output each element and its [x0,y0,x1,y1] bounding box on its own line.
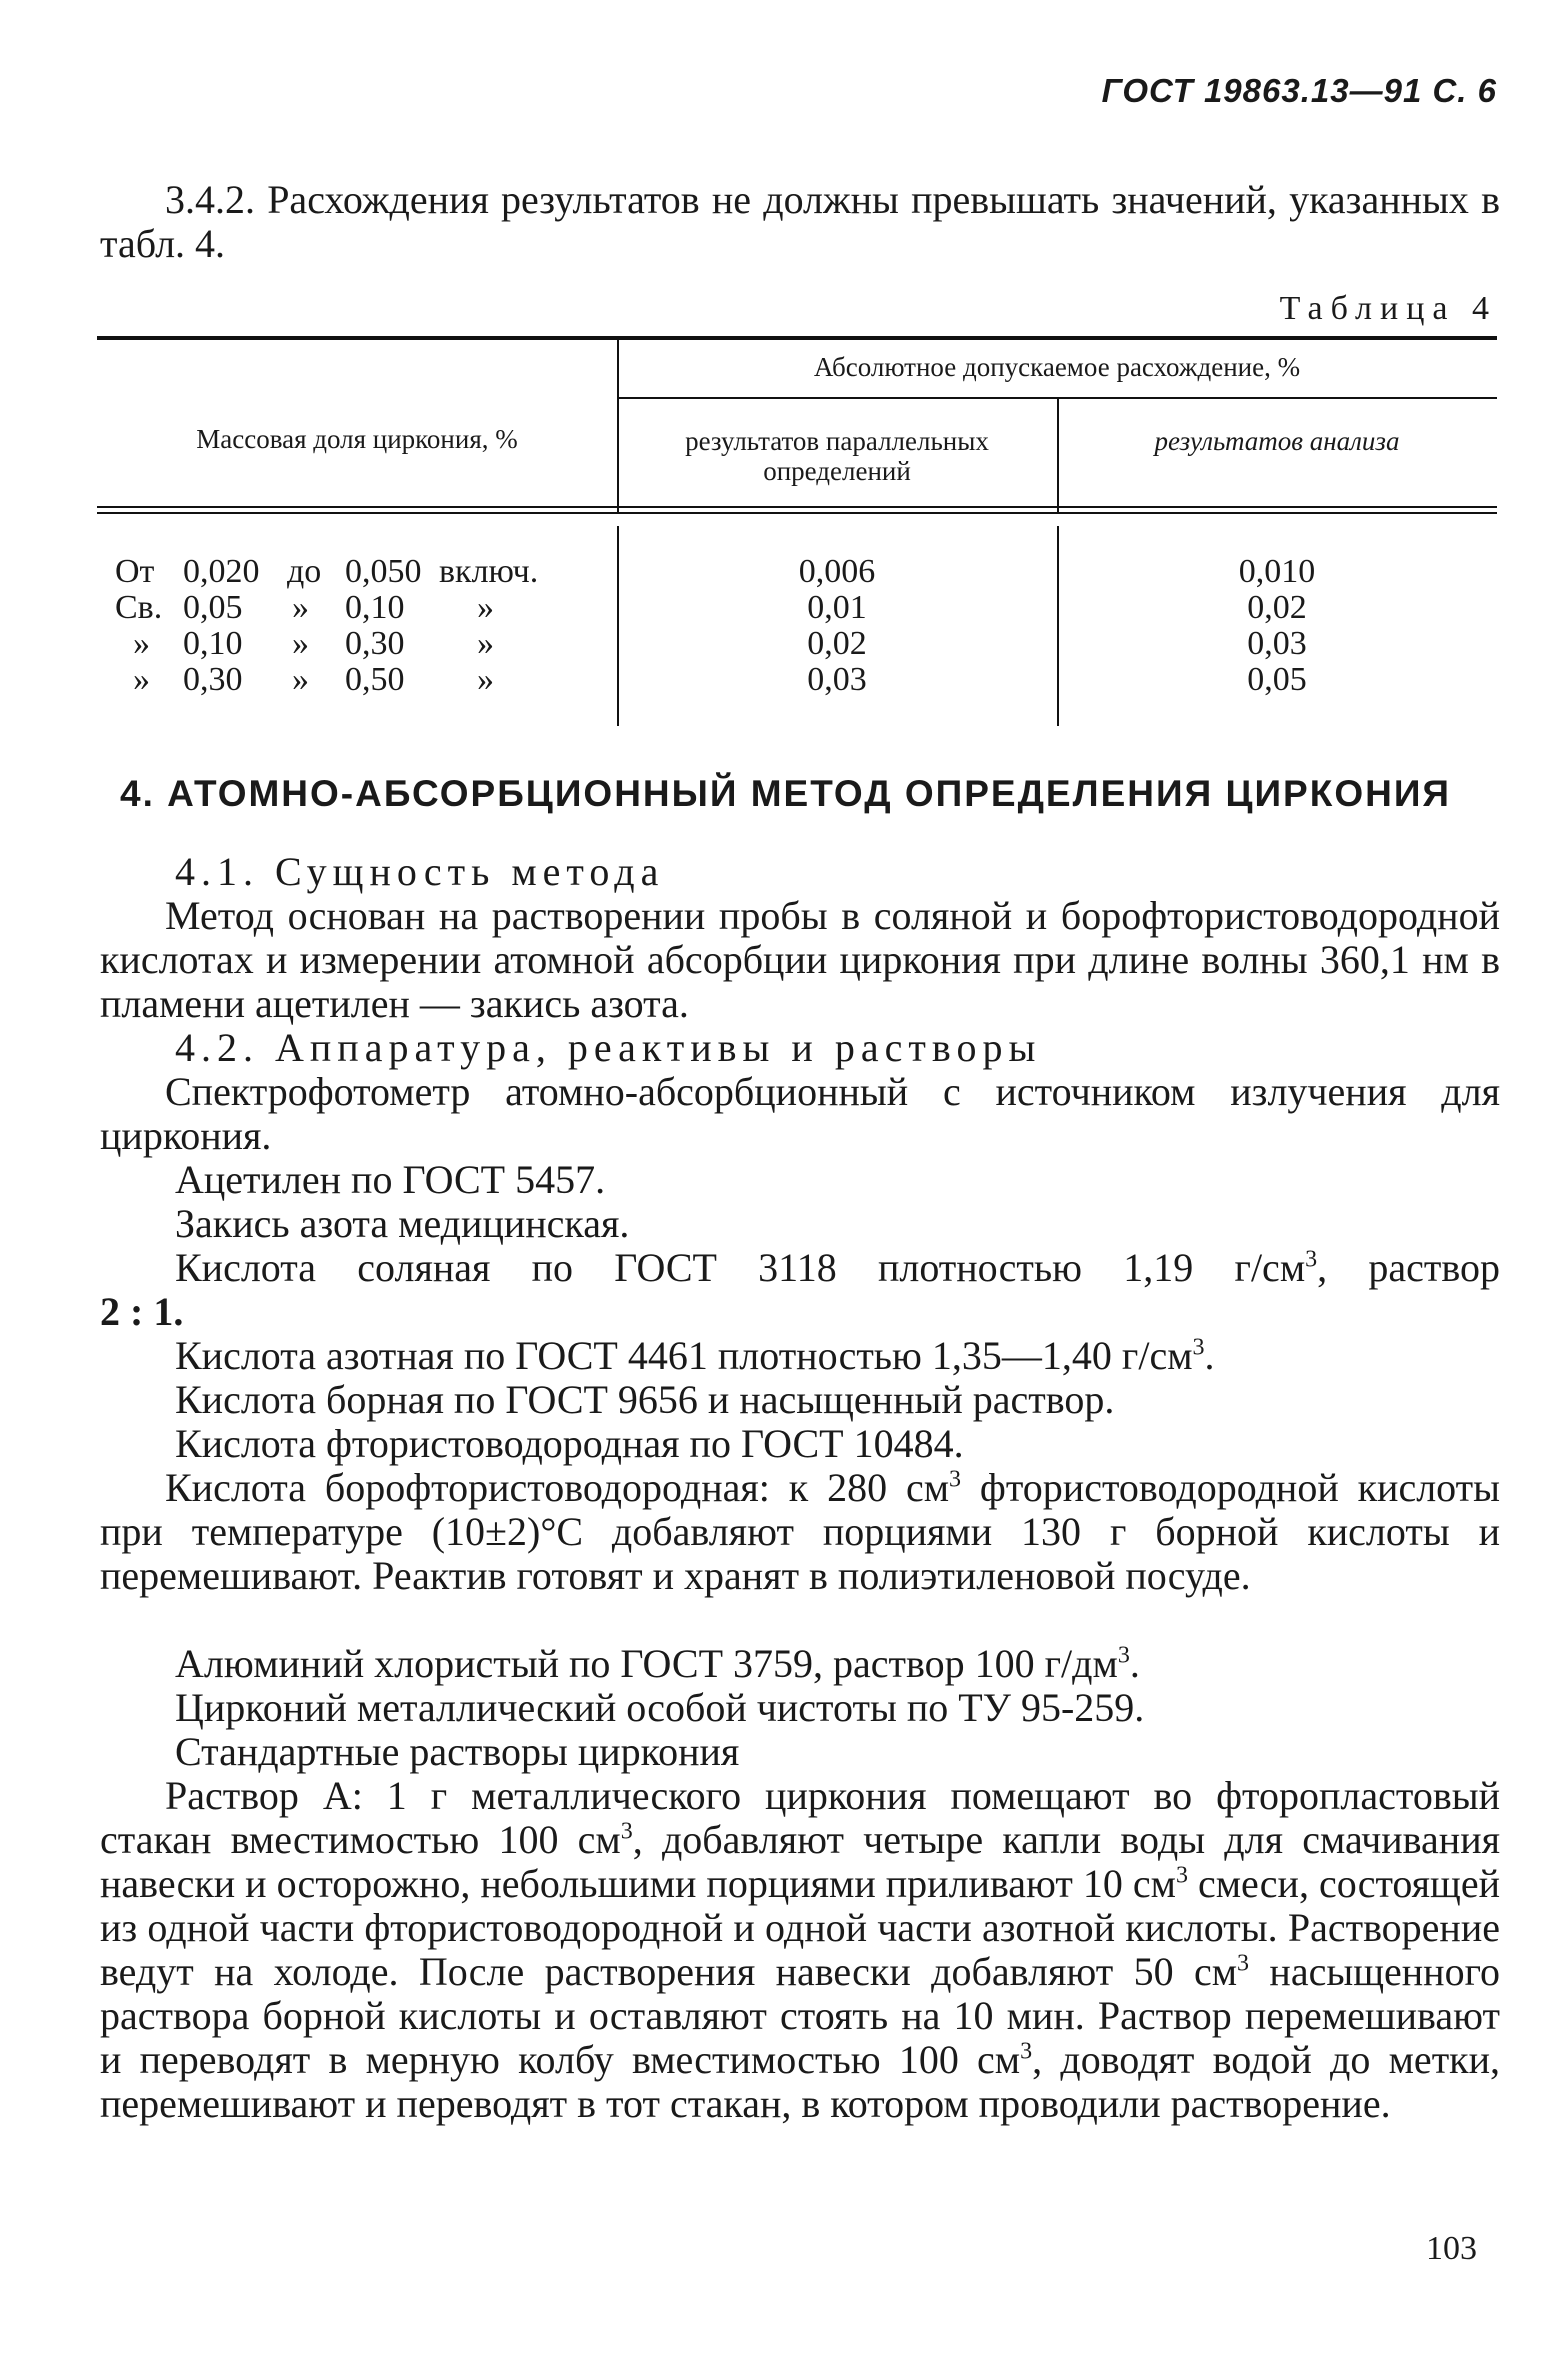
standard-solutions-heading: Стандартные растворы циркония [175,1729,740,1774]
row-suffix: » [477,661,494,698]
superscript: 3 [1305,1246,1318,1273]
row-to-word: » [292,589,309,626]
row-analysis-value: 0,010 [1238,553,1316,590]
reagent-boric-acid: Кислота борная по ГОСТ 9656 и насыщенный раствор. [175,1377,1115,1422]
hbf4-text: Кислота борофтористоводородная: к 280 см [165,1465,950,1510]
col-rule-1-body [617,526,619,726]
superscript: 3 [1237,1950,1250,1977]
superscript: 3 [1117,1642,1130,1669]
row-from-value: 0,05 [183,589,243,626]
reagent-acetylene: Ацетилен по ГОСТ 5457. [175,1157,606,1202]
row-analysis-value: 0,02 [1247,589,1307,626]
hcl-ratio: 2 : 1. [100,1289,184,1334]
row-analysis-value: 0,03 [1247,625,1307,662]
col-header-mass-fraction: Массовая доля циркония, % [196,424,518,454]
hbf4-text-2: фтористоводородной кислоты при температуре (10±2)°С добавляют порциями 130 г борной кислоты и перемешивают. Реактив готовят и хранят в полиэтиленовой посуде. [100,1465,1500,1598]
superscript: 3 [1175,1862,1188,1889]
section-4-title: 4. АТОМНО-АБСОРБЦИОННЫЙ МЕТОД ОПРЕДЕЛЕНИЯ ЦИРКОНИЯ [120,773,1452,814]
reagent-nitrous-oxide: Закись азота медицинская. [175,1201,630,1246]
row-to-value: 0,050 [345,553,422,590]
row-prefix: От [115,553,155,590]
header-bottom-rule [97,506,1497,508]
col-header-parallel: результатов параллельных определений [685,426,989,486]
group-header-tolerance: Абсолютное допускаемое расхождение, % [813,352,1301,382]
row-from-value: 0,10 [183,625,243,662]
subsection-4-2-heading: 4.2. Аппаратура, реактивы и растворы [175,1025,1042,1070]
reagent-hydrochloric-acid [100,1246,1500,1334]
col-rule-2-body [1057,526,1059,726]
row-parallel-value: 0,03 [807,661,867,698]
row-to-word: до [287,553,322,590]
col-header-analysis: результатов анализа [1154,426,1400,456]
table-caption: Таблица 4 [1279,290,1497,327]
hcl-text-2: , раствор [1317,1245,1500,1290]
solution-a-part: , добавляют четыре капли воды для смачивания навески и осторожно, небольшими порциями приливают 10 см [100,1817,1500,1906]
reagent-zirconium-metal: Цирконий металлический особой чистоты по ТУ 95-259. [175,1685,1145,1730]
subsection-4-1-text: Метод основан на растворении пробы в соляной и борофтористоводородной кислотах и измерении атомной абсорбции циркония при длине волны 360,1 нм в пламени ацетилен — закись азота. [100,893,1500,1026]
row-from-value: 0,020 [183,553,260,590]
alcl-text-2: . [1129,1641,1140,1686]
table-4 [97,336,1497,736]
solution-a-part: смеси, состоящей из одной части фтористоводородной и одной части азотной кислоты. Растворение ведут на холоде. После растворения навески добавляют 50 см [100,1861,1500,1994]
row-suffix: » [477,589,494,626]
solution-a-text [100,1774,1500,2126]
table-top-rule-2 [97,338,1497,340]
row-to-value: 0,10 [345,589,405,626]
page-number: 103 [1426,2230,1477,2267]
header-bottom-rule-2 [97,512,1497,514]
row-to-value: 0,30 [345,625,405,662]
alcl-text: Алюминий хлористый по ГОСТ 3759, раствор 100 г/дм [175,1641,1118,1686]
solution-a-part: насыщенного раствора борной кислоты и оставляют стоять на 10 мин. Раствор перемешивают и переводят в мерную колбу вместимостью 100 см [100,1949,1500,2082]
row-parallel-value: 0,006 [798,553,876,590]
row-to-word: » [292,625,309,662]
superscript: 3 [1192,1334,1205,1361]
superscript: 3 [1020,2038,1033,2065]
reagent-spectrophotometer: Спектрофотометр атомно-абсорбционный с источником излучения для циркония. [100,1069,1500,1158]
row-prefix: » [133,661,150,698]
nitric-text: Кислота азотная по ГОСТ 4461 плотностью 1,35—1,40 г/см [175,1333,1193,1378]
row-parallel-value: 0,02 [807,625,867,662]
row-suffix: включ. [439,553,539,590]
row-suffix: » [477,625,494,662]
superscript: 3 [620,1818,633,1845]
row-to-value: 0,50 [345,661,405,698]
row-from-value: 0,30 [183,661,243,698]
hcl-text: Кислота соляная по ГОСТ 3118 плотностью 1,19 г/см [175,1245,1306,1290]
solution-a-part: Раствор А: 1 г металлического циркония помещают во фторопластовый стакан вместимостью 100 см [100,1773,1500,1862]
nitric-text-2: . [1204,1333,1215,1378]
reagent-nitric-acid [175,1334,1215,1378]
superscript: 3 [949,1466,962,1493]
paragraph-3-4-2: 3.4.2. Расхождения результатов не должны превышать значений, указанных в табл. 4. [100,177,1500,266]
subsection-4-1-heading: 4.1. Сущность метода [175,849,665,894]
reagent-fluoroboric-acid [100,1466,1500,1598]
col-rule-2-head [1057,397,1059,512]
row-analysis-value: 0,05 [1247,661,1307,698]
running-header: ГОСТ 19863.13—91 С. 6 [1101,72,1497,109]
solution-a-part: , доводят водой до метки, перемешивают и переводят в тот стакан, в котором проводили растворение. [100,2037,1501,2126]
row-parallel-value: 0,01 [807,589,867,626]
reagent-aluminium-chloride [175,1642,1140,1686]
reagent-hydrofluoric-acid: Кислота фтористоводородная по ГОСТ 10484. [175,1421,964,1466]
row-prefix: » [133,625,150,662]
row-prefix: Св. [115,589,163,626]
row-to-word: » [292,661,309,698]
